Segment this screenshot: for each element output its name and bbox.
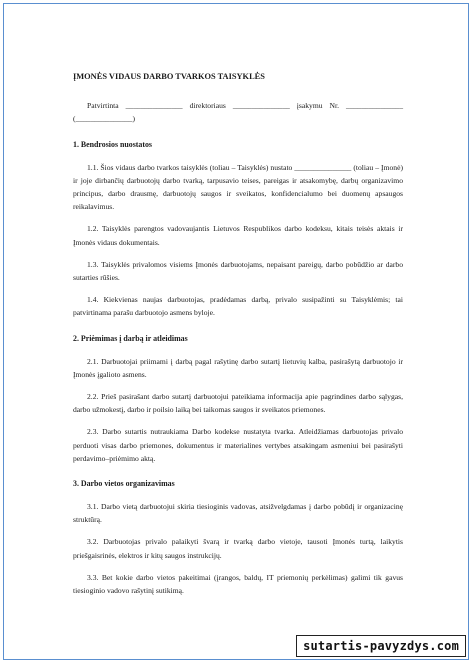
- section-hiring-and-dismissal: [73, 333, 403, 465]
- paragraph-3-2: 3.2. Darbuotojas privalo palaikyti švarą ir tvarką darbo vietoje, tausoti Įmonės turtą, laikytis priešgaisrinės, elektros ir kitų saugos instrukcijų.: [73, 537, 403, 560]
- site-watermark: sutartis-pavyzdys.com: [296, 635, 466, 657]
- document-title: ĮMONĖS VIDAUS DARBO TVARKOS TAISYKLĖS: [73, 72, 265, 81]
- paragraph-1-4: 1.4. Kiekvienas naujas darbuotojas, pradėdamas darbą, privalo susipažinti su Taisyklėmis; tai patvirtinama parašu darbuotojo asmens byloje.: [73, 295, 403, 318]
- paragraph-3-1: 3.1. Darbo vietą darbuotojui skiria tiesioginis vadovas, atsižvelgdamas į darbo pobūdį ir organizacinę struktūrą.: [73, 502, 403, 525]
- document-body: [73, 70, 403, 606]
- section-general-provisions: [73, 139, 403, 320]
- section-heading: 1. Bendrosios nuostatos: [73, 139, 152, 149]
- paragraph-1-3: 1.3. Taisyklės privalomos visiems Įmonės darbuotojams, nepaisant pareigų, darbo pobūdžio ar darbo sutarties rūšies.: [73, 259, 403, 283]
- section-workplace-organization: [73, 478, 403, 597]
- paragraph-1-1: 1.1. Šios vidaus darbo tvarkos taisyklės (toliau – Taisyklės) nustato _______________ (toliau – Įmonė) ir joje dirbančių darbuotojų darbo tvarką, tarpusavio teises, pareigas ir atsakomybę, darbų organizavimo principus, darbo drausmę, darbuotojų saugos ir sveikatos, konfidencialumo bei duomenų apsaugos reikalavimus.: [73, 162, 403, 212]
- section-heading: 3. Darbo vietos organizavimas: [73, 479, 175, 489]
- paragraph-2-3: 2.3. Darbo sutartis nutraukiama Darbo kodekse nustatyta tvarka. Atleidžiamas darbuotojas privalo perduoti visas darbo priemones, dokumentus ir materialines vertybes atsakingam asmeniui bei pasirašyti perdavimo–priėmimo aktą.: [73, 427, 403, 463]
- paragraph-1-2: 1.2. Taisyklės parengtos vadovaujantis Lietuvos Respublikos darbo kodeksu, kitais teisės aktais ir Įmonės vidaus dokumentais.: [73, 224, 403, 247]
- paragraph-2-1: 2.1. Darbuotojai priimami į darbą pagal rašytinę darbo sutartį lietuvių kalba, pasirašytą darbuotojo ir Įmonės įgalioto asmens.: [73, 356, 403, 379]
- section-heading: 2. Priėmimas į darbą ir atleidimas: [73, 333, 188, 343]
- paragraph-2-2: 2.2. Prieš pasirašant darbo sutartį darbuotojui pateikiama informacija apie pagrindines darbo sąlygas, darbo užmokestį, darbo ir poilsio laiką bei taikomas saugos ir sveikatos priemones.: [73, 392, 403, 415]
- approval-line: Patvirtinta _______________ direktoriaus _______________ įsakymu Nr. _______________ (_______________): [73, 101, 403, 124]
- paragraph-3-3: 3.3. Bet kokie darbo vietos pakeitimai (įrangos, baldų, IT priemonių perkėlimas) galimi tik gavus tiesioginio vadovo rašytinį sutikimą.: [73, 572, 403, 596]
